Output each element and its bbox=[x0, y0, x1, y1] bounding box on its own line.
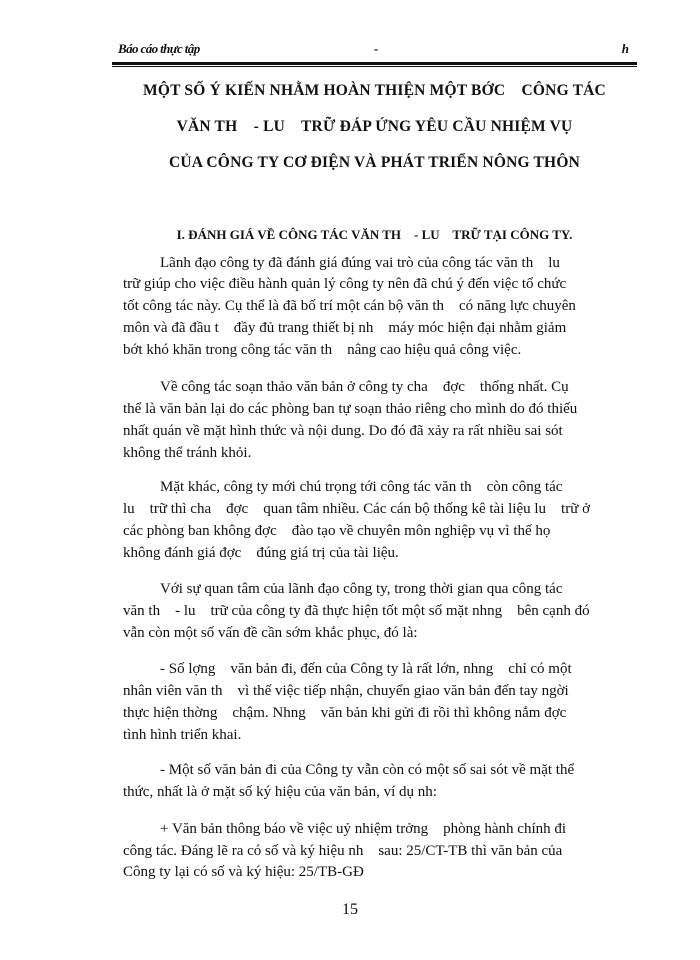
paragraph-line: văn th - lu trữ của công ty đã thực hiện tốt một số mặt nhng bên cạnh đó bbox=[123, 603, 590, 619]
header-rule-thick bbox=[112, 62, 637, 65]
paragraph-line: bớt khó khăn trong công tác văn th nâng cao hiệu quả công việc. bbox=[123, 342, 522, 358]
paragraph-line: không thể tránh khỏi. bbox=[123, 445, 252, 461]
header-title: Báo cáo thực tập bbox=[118, 41, 200, 56]
paragraph-line: các phòng ban không đợc đào tạo về chuyên môn nghiệp vụ vì thế họ bbox=[123, 523, 551, 539]
document-title-line-2: VĂN TH - LU TRỮ ĐÁP ỨNG YÊU CẦU NHIỆM VỤ bbox=[176, 118, 573, 135]
paragraph-line: - Một số văn bản đi của Công ty vẫn còn có một số sai sót về mặt thể bbox=[160, 762, 575, 778]
paragraph-line: Lãnh đạo công ty đã đánh giá đúng vai trò của công tác văn th lu bbox=[160, 255, 560, 271]
paragraph-line: không đánh giá đợc đúng giá trị của tài liệu. bbox=[123, 545, 399, 561]
paragraph-line: thực hiện thờng chậm. Nhng văn bản khi gửi đi rồi thì không nắm đợc bbox=[123, 705, 567, 721]
paragraph-line: nhất quán về mặt hình thức và nội dung. Do đó đã xảy ra rất nhiều sai sót bbox=[123, 423, 563, 439]
paragraph-line: Với sự quan tâm của lãnh đạo công ty, trong thời gian qua công tác bbox=[160, 581, 563, 597]
document-title-line-3: CỦA CÔNG TY CƠ ĐIỆN VÀ PHÁT TRIỂN NÔNG THÔN bbox=[169, 154, 580, 171]
page-number: 15 bbox=[342, 901, 358, 918]
paragraph-line: - Số lợng văn bản đi, đến của Công ty là rất lớn, nhng chỉ có một bbox=[160, 661, 572, 677]
paragraph-line: tốt công tác này. Cụ thể là đã bố trí một cán bộ văn th có năng lực chuyên bbox=[123, 298, 576, 314]
paragraph-line: môn và đã đầu t đầy đủ trang thiết bị nh máy móc hiện đại nhằm giảm bbox=[123, 320, 567, 336]
header-right-text: h bbox=[621, 41, 629, 56]
paragraph-line: vẫn còn một số vấn đề cần sớm khắc phục, đó là: bbox=[123, 625, 418, 641]
section-heading: I. ĐÁNH GIÁ VỀ CÔNG TÁC VĂN TH - LU TRỮ TẠI CÔNG TY. bbox=[176, 227, 573, 242]
paragraph-line: lu trữ thì cha đợc quan tâm nhiều. Các cán bộ thống kê tài liệu lu trữ ở bbox=[123, 501, 591, 517]
paragraph-line: Mặt khác, công ty mới chú trọng tới công tác văn th còn công tác bbox=[160, 479, 563, 495]
paragraph-line: Về công tác soạn thảo văn bản ở công ty cha đợc thống nhất. Cụ bbox=[160, 379, 569, 395]
paragraph-line: nhân viên văn th vì thế việc tiếp nhận, chuyển giao văn bản đến tay ngời bbox=[123, 683, 569, 699]
document-title-line-1: MỘT SỐ Ý KIẾN NHẰM HOÀN THIỆN MỘT BỚC CÔNG TÁC bbox=[143, 82, 606, 99]
running-header bbox=[112, 38, 637, 60]
paragraph-line: trữ giúp cho việc điều hành quản lý công ty nên đã chú ý đến việc tổ chức bbox=[123, 276, 567, 292]
header-rule-thin bbox=[112, 66, 637, 67]
paragraph-line: thức, nhất là ở mặt số ký hiệu của văn bản, ví dụ nh: bbox=[123, 784, 437, 800]
paragraph-line: Công ty lại có số và ký hiệu: 25/TB-GĐ bbox=[123, 864, 364, 880]
paragraph-line: + Văn bản thông báo về việc uỷ nhiệm trởng phòng hành chính đi bbox=[160, 821, 567, 837]
paragraph-line: tình hình triển khai. bbox=[123, 727, 242, 743]
paragraph-line: công tác. Đáng lẽ ra có số và ký hiệu nh sau: 25/CT-TB thì văn bản của bbox=[123, 843, 563, 859]
paragraph-line: thể là văn bản lại do các phòng ban tự soạn thảo riêng cho mình do đó thiếu bbox=[123, 401, 578, 417]
header-separator: - bbox=[374, 41, 379, 56]
